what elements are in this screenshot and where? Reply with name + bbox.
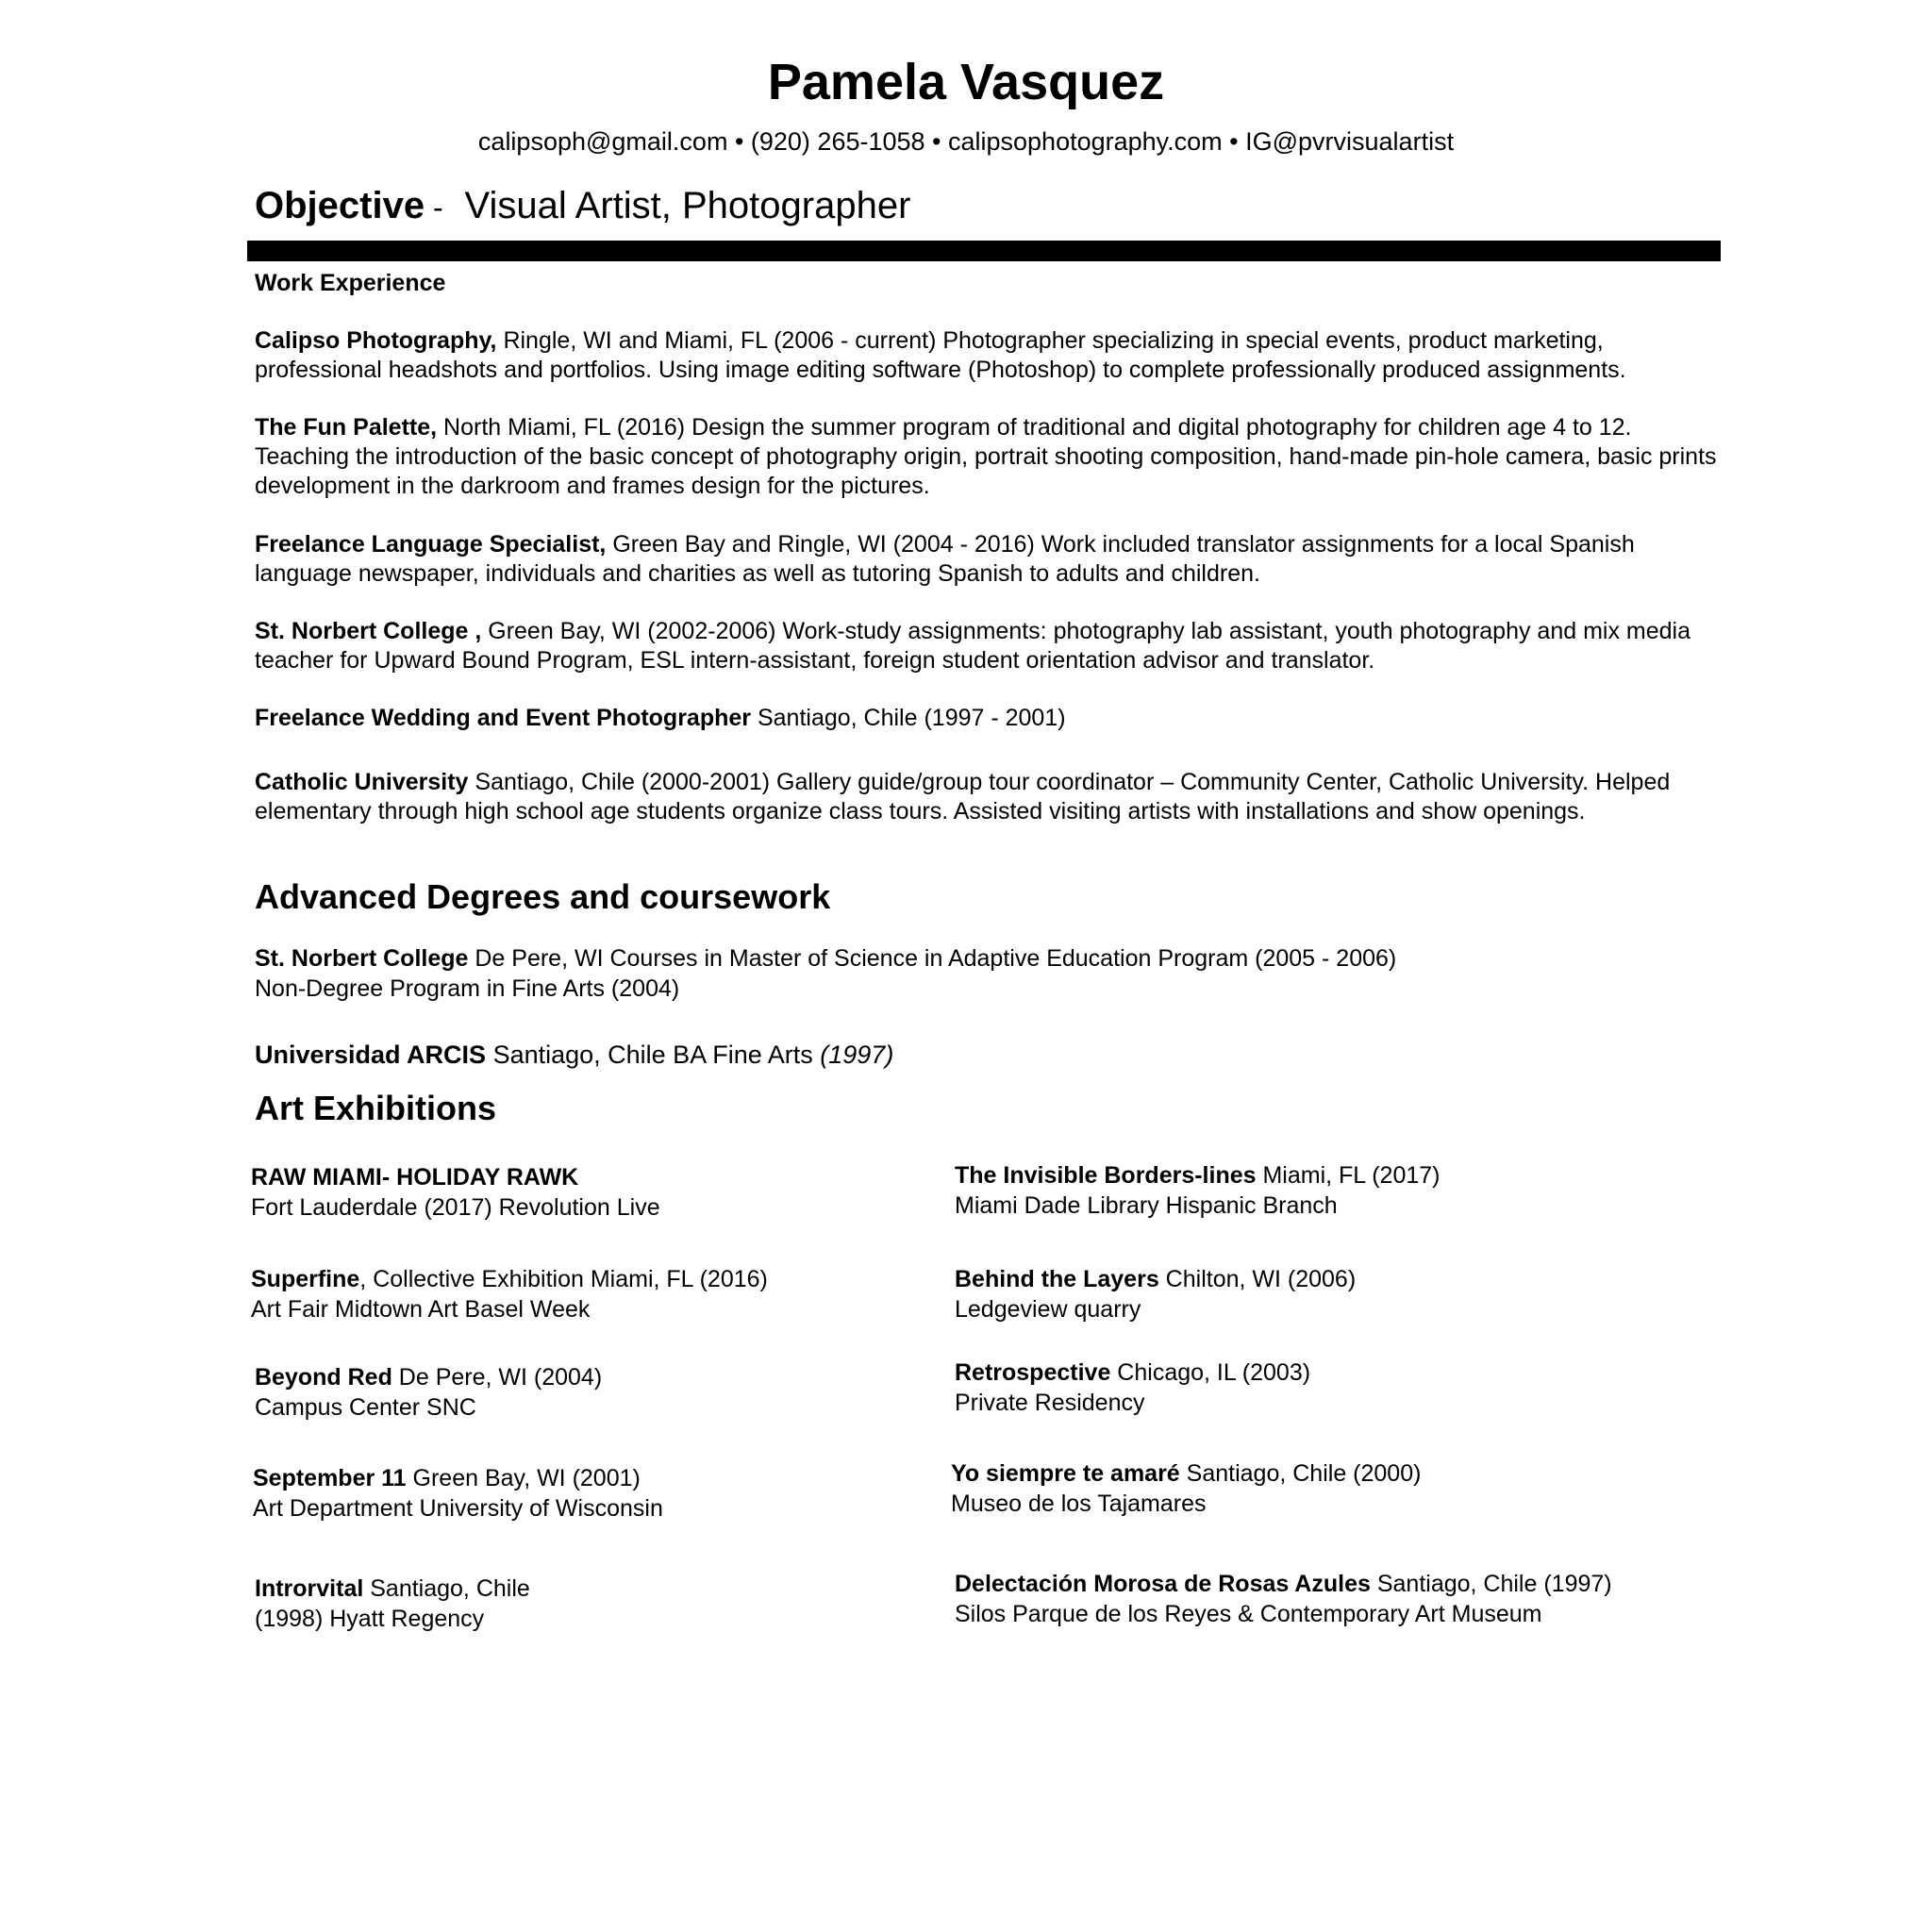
exhibition-venue: Museo de los Tajamares	[951, 1491, 1207, 1517]
work-entry	[255, 704, 1726, 733]
work-entry-text: North Miami, FL (2016) Design the summer program of traditional and digital photography for children age 4 to 12. Teaching the introduction of the basic concept of photography origin, portrait shooting composition, hand-made pin-hole camera, basic prints development in the darkroom and frames design for the pictures.	[255, 414, 1717, 499]
exhibition-entry	[955, 1160, 1441, 1221]
education-school: St. Norbert College	[255, 945, 469, 972]
work-entry	[255, 617, 1726, 675]
work-entry	[255, 768, 1726, 826]
exhibition-place: Santiago, Chile (2000)	[1179, 1460, 1422, 1487]
work-entry-title: Catholic University	[255, 769, 469, 795]
section-divider	[247, 241, 1721, 261]
education-detail: Santiago, Chile BA Fine Arts	[486, 1041, 821, 1069]
work-entry-title: Freelance Language Specialist,	[255, 531, 607, 558]
work-entry-title: St. Norbert College ,	[255, 618, 482, 644]
work-entry-text: Ringle, WI and Miami, FL (2006 - current) Photographer specializing in special events, product marketing, professional headshots and portfolios. Using image editing software (Photoshop) to complete professionally produced assignments.	[255, 327, 1626, 383]
work-entry-title: The Fun Palette,	[255, 414, 438, 441]
exhibition-title: RAW MIAMI- HOLIDAY RAWK	[251, 1164, 579, 1191]
contact-line: calipsoph@gmail.com • (920) 265-1058 • calipsophotography.com • IG@pvrvisualartist	[477, 127, 1455, 156]
exhibition-place: Chicago, IL (2003)	[1110, 1359, 1311, 1386]
work-entry-text: Green Bay and Ringle, WI (2004 - 2016) Work included translator assignments for a local Spanish language newspaper, individuals and charities as well as tutoring Spanish to adults and children.	[255, 531, 1635, 587]
work-entry	[255, 530, 1726, 589]
exhibition-venue: Art Department University of Wisconsin	[253, 1495, 663, 1522]
work-entry	[255, 326, 1726, 385]
resume-name: Pamela Vasquez	[767, 54, 1165, 110]
exhibition-venue: Art Fair Midtown Art Basel Week	[251, 1296, 591, 1323]
exhibition-title: The Invisible Borders-lines	[955, 1162, 1257, 1189]
exhibition-entry	[255, 1362, 602, 1423]
exhibition-title: Delectación Morosa de Rosas Azules	[955, 1571, 1371, 1597]
exhibition-entry	[251, 1264, 768, 1324]
work-entry-text: Santiago, Chile (2000-2001) Gallery guide/group tour coordinator – Community Center, Catholic University. Helped elementary through high school age students organize class tours. Assisted visiting artists with installations and show openings.	[255, 769, 1671, 824]
exhibition-place: Santiago, Chile (1997)	[1370, 1571, 1612, 1597]
exhibition-place: De Pere, WI (2004)	[391, 1364, 603, 1391]
work-experience-heading: Work Experience	[255, 270, 446, 296]
exhibition-entry	[955, 1569, 1612, 1629]
exhibition-entry	[255, 1574, 530, 1634]
work-entry-text: Santiago, Chile (1997 - 2001)	[751, 705, 1066, 731]
work-entry-title: Calipso Photography,	[255, 327, 497, 354]
exhibition-place: Green Bay, WI (2001)	[406, 1465, 641, 1491]
exhibition-venue: Campus Center SNC	[255, 1394, 476, 1421]
education-year: (1997)	[820, 1041, 894, 1069]
exhibition-title: Yo siempre te amaré	[951, 1460, 1180, 1487]
exhibition-venue: Private Residency	[955, 1390, 1145, 1416]
work-entry-title: Freelance Wedding and Event Photographer	[255, 705, 752, 731]
exhibition-venue: Ledgeview quarry	[955, 1296, 1141, 1323]
objective-dash: -	[425, 191, 452, 225]
work-entry-text: Green Bay, WI (2002-2006) Work-study assignments: photography lab assistant, youth photography and mix media teacher for Upward Bound Program, ESL intern-assistant, foreign student orientation advisor and translator.	[255, 618, 1691, 674]
exhibition-title: Retrospective	[955, 1359, 1111, 1386]
exhibition-venue: Fort Lauderdale (2017) Revolution Live	[251, 1194, 660, 1221]
exhibition-title: Beyond Red	[255, 1364, 392, 1391]
exhibition-place: Chilton, WI (2006)	[1158, 1266, 1357, 1292]
exhibition-entry	[955, 1264, 1356, 1324]
exhibition-title: September 11	[253, 1465, 407, 1491]
work-entry	[255, 413, 1726, 501]
exhibition-title: Behind the Layers	[955, 1266, 1159, 1292]
objective-value: Visual Artist, Photographer	[464, 185, 911, 226]
exhibition-entry	[253, 1463, 663, 1524]
exhibition-title: Introrvital	[255, 1575, 364, 1602]
exhibition-entry	[955, 1357, 1310, 1418]
exhibition-place: Miami, FL (2017)	[1256, 1162, 1441, 1189]
exhibition-venue: Miami Dade Library Hispanic Branch	[955, 1192, 1338, 1219]
exhibition-entry	[251, 1162, 660, 1223]
objective-line	[255, 179, 910, 234]
education-detail: De Pere, WI Courses in Master of Science in Adaptive Education Program (2005 - 2006)	[468, 945, 1397, 972]
education-heading: Advanced Degrees and coursework	[255, 877, 831, 916]
education-detail-line: Non-Degree Program in Fine Arts (2004)	[255, 975, 680, 1002]
education-entry	[255, 943, 1396, 974]
exhibition-entry	[951, 1458, 1421, 1519]
exhibition-place: , Collective Exhibition Miami, FL (2016)	[359, 1266, 768, 1292]
objective-label: Objective	[255, 185, 425, 226]
exhibition-title: Superfine	[251, 1266, 360, 1292]
exhibitions-heading: Art Exhibitions	[255, 1089, 497, 1127]
exhibition-venue: Silos Parque de los Reyes & Contemporary Art Museum	[955, 1601, 1542, 1627]
exhibition-place: Santiago, Chile	[363, 1575, 530, 1602]
education-entry	[255, 1040, 893, 1070]
exhibition-venue: (1998) Hyatt Regency	[255, 1606, 485, 1632]
education-school: Universidad ARCIS	[255, 1041, 487, 1069]
